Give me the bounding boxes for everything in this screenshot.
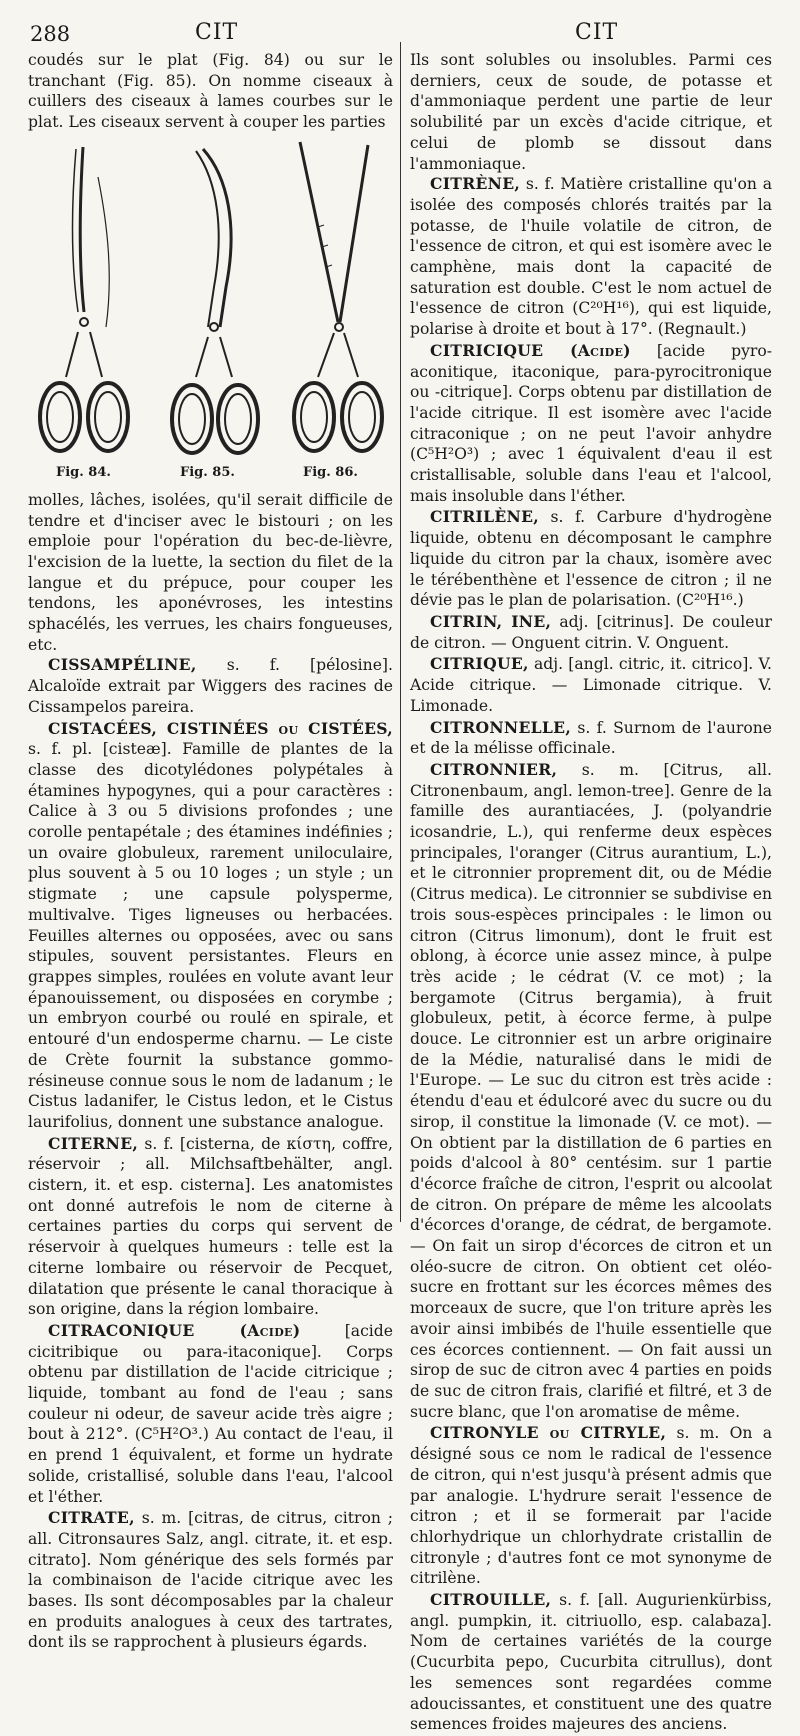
entry-citerne — [28, 1134, 393, 1320]
entry-text: s. f. [cisterna, de κίστη, coffre, réservoir ; all. Milchsaftbehälter, angl. cistern, it. et esp. cisterna]. Les anatomistes ont donné autrefois le nom de citerne à certaines parties du corps qui servent de réservoir à quelques humeurs : telle est la citerne lombaire ou réservoir de Pecquet, dilatation que présente le canal thoracique à son origine, dans la région lombaire. — [28, 1134, 393, 1319]
entry-text: s. f. pl. [cisteæ]. Famille de plantes de la classe des dicotylédones polypétales à étamines hypogynes, qui a pour caractères : Calice à 3 ou 5 divisions profondes ; une corolle pentapétale ; des étamines indéfinies ; un ovaire globuleux, rarement uniloculaire, plus souvent à 5 ou 10 loges ; un style ; un stigmate ; une capsule polysperme, multivalve. Tiges ligneuses ou herbacées. Feuilles alternes ou opposées, avec ou sans stipules, souvent persistantes. Fleurs en grappes simples, roulées en volute avant leur épanouissement, ou disposées en corymbe ; un embryon courbé ou roulé en spirale, et entouré d'un endosperme charnu. — Le ciste de Crète fournit la substance gommo-résineuse connue sous le nom de ladanum ; le Cistus ladanifer, le Cistus ledon, et le Cistus laurifolius, donnent une substance analogue. — [28, 740, 393, 1131]
entry-text: s. f. Matière cristalline qu'on a isolée des composés chlorés traités par la potasse, de l'huile volatile de citron, de l'essence de citron, et qui est isomère avec le camphène, mais dont la capacité de saturation est double. C'est le nom actuel de l'essence de citron (C²⁰H¹⁶), qui est liquide, polarise à droite et bout à 17°. (Regnault.) — [410, 175, 772, 339]
entry-citronyle — [410, 1423, 772, 1589]
entry-text: s. m. [citras, de citrus, citron ; all. Citronsaures Salz, angl. citrate, it. et esp. citrato]. Nom générique des sels formés par la combinaison de l'acide citrique avec les bases. Ils sont décomposables par la chaleur en produits analogues à ceux des tartrates, dont ils se rapprochent à plusieurs égards. — [28, 1509, 393, 1652]
entry-text: adj. [angl. citric, it. citrico]. V. Acide citrique. — Limonade citrique. V. Limonade. — [410, 655, 772, 715]
entry-headword: CISTACÉES, CISTINÉES ou CISTÉES, — [48, 718, 393, 738]
entry-headword: CITRONNIER, — [430, 759, 558, 779]
entry-citronnelle — [410, 718, 772, 759]
entry-headword: CITROUILLE, — [430, 1590, 552, 1610]
left-column — [28, 50, 393, 1654]
entry-headword: CITRIN, INE, — [430, 611, 552, 631]
entry-citrin — [410, 612, 772, 653]
entry-headword: CITRÈNE, — [430, 174, 521, 194]
entry-headword: CITRONYLE ou CITRYLE, — [430, 1423, 667, 1443]
entry-cissampeline — [28, 655, 393, 717]
entry-citrilene — [410, 507, 772, 611]
entry-headword: CITRONNELLE, — [430, 717, 572, 737]
entry-cistacees — [28, 719, 393, 1133]
entry-headword: CITRACONIQUE (Acide) — [48, 1320, 301, 1340]
scissors-illustration — [28, 137, 393, 462]
scissors-figures — [28, 137, 393, 482]
page-header — [30, 18, 772, 48]
entry-headword: CITERNE, — [48, 1133, 139, 1153]
running-headword-left: CIT — [195, 20, 239, 45]
running-headword-right: CIT — [575, 20, 619, 45]
entry-headword: CISSAMPÉLINE, — [48, 655, 197, 675]
entry-citraconique — [28, 1321, 393, 1507]
entry-headword: CITRIQUE, — [430, 654, 529, 674]
right-column — [410, 50, 772, 1736]
continuation-paragraph: molles, lâches, isolées, qu'il serait difficile de tendre et d'inciser avec le bistouri ; on les emploie pour l'opération du bec-de-lièvre, l'excision de la luette, la section du filet de la langue et du prépuce, pour couper les tendons, les aponévroses, les intestins sphacélés, les verrues, les chairs fongueuses, etc. — [28, 490, 393, 654]
entry-text: s. f. [all. Augurienkürbiss, angl. pumpkin, it. citriuollo, esp. calabaza]. Nom de certaines variétés de la courge (Cucurbita pepo, Cucurbita citrullus), dont les semences sont regardées comme adoucissantes, et constituent une des quatre semences froides majeures des anciens. — [410, 1591, 772, 1734]
entry-text: s. f. Surnom de l'aurone et de la mélisse officinale. — [410, 718, 772, 758]
entry-text: s. m. On a désigné sous ce nom le radical de l'essence de citron, qui n'est jusqu'à présent admis que par analogie. L'hydrure serait l'essence de citron ; et il se formerait par l'acide chlorhydrique un chlorhydrate cristallin de citronyle ; d'autres font ce mot synonyme de citrilène. — [410, 1424, 772, 1588]
figure-caption-85: Fig. 85. — [180, 464, 235, 480]
entry-citrate — [28, 1508, 393, 1653]
figure-caption-86: Fig. 86. — [303, 464, 358, 480]
entry-text: s. f. [pélosine]. Alcaloïde extrait par Wiggers des racines de Cissampelos pareira. — [28, 656, 393, 716]
entry-headword: CITRICIQUE (Acide) — [430, 340, 631, 360]
entry-citronnier — [410, 760, 772, 1423]
intro-paragraph: coudés sur le plat (Fig. 84) ou sur le tranchant (Fig. 85). On nomme ciseaux à cuillers des ciseaux à lames courbes sur le plat. Les ciseaux servent à couper les parties — [28, 51, 393, 132]
entry-citricique — [410, 341, 772, 507]
entry-headword: CITRILÈNE, — [430, 507, 539, 527]
entry-text: adj. [citrinus]. De couleur de citron. — Onguent citrin. V. Onguent. — [410, 612, 772, 652]
column-divider — [400, 42, 401, 1222]
scissors-fig84 — [40, 147, 128, 451]
entry-headword: CITRATE, — [48, 1508, 135, 1528]
entry-citrouille — [410, 1590, 772, 1735]
figure-caption-84: Fig. 84. — [56, 464, 111, 480]
entry-citrene — [410, 174, 772, 340]
entry-text: [acide cicitribique ou para-itaconique]. Corps obtenu par distillation de l'acide citricique ; liquide, tombant au fond de l'eau ; sans couleur ni odeur, de saveur acide très aigre ; bout à 212°. (C⁵H²O³.) Au contact de l'eau, il en prend 1 équivalent, et forme un hydrate solide, cristallisé, soluble dans l'eau, l'alcool et l'éther. — [28, 1321, 393, 1506]
entry-citrique — [410, 654, 772, 716]
entry-text: s. m. [Citrus, all. Citronenbaum, angl. lemon-tree]. Genre de la famille des aurantiacées, J. (polyandrie icosandrie, L.), qui renferme deux espèces principales, l'oranger (Citrus aurantium, L.), et le citronnier proprement dit, ou de Médie (Citrus medica). Le citronnier se subdivise en trois sous-espèces principales : le limon ou citron (Citrus limonum), dont le fruit est oblong, à écorce unie assez mince, à pulpe très acide ; le cédrat (V. ce mot) ; la bergamote (Citrus bergamia), à fruit globuleux, petit, à écorce ferme, à pulpe douce. Le citronnier est un arbre originaire de la Médie, naturalisé dans le midi de l'Europe. — Le suc du citron est très acide : étendu d'eau et édulcoré avec du sucre ou du sirop, il constitue la limonade (V. ce mot). — On obtient par la distillation de 6 parties en poids d'alcool à 80° centésim. sur 1 partie d'écorce fraîche de citron, l'esprit ou alcoolat de citron. On prépare de même les alcoolats d'écorces d'orange, de cédrat, de bergamote. — On fait un sirop d'écorces de citron et un oléo-sucre de citron. On obtient cet oléo-sucre en frottant sur les écorces mêmes des morceaux de sucre, que l'on triture après les avoir ainsi imbibés de l'huile essentielle que ces écorces contiennent. — On fait aussi un sirop de suc de citron avec 4 parties en poids de suc de citron frais, clarifié et filtré, et 3 de sucre blanc, que l'on aromatise de même. — [410, 760, 772, 1421]
page-number: 288 — [30, 22, 71, 46]
entry-text: [acide pyro-aconitique, itaconique, para-pyrocitronique ou -citrique]. Corps obtenu par distillation de l'acide citrique. Il est isomère avec l'acide citraconique ; on ne peut l'avoir anhydre (C⁵H²O³) ; avec 1 équivalent d'eau il est cristallisable, soluble dans l'eau et l'alcool, mais insoluble dans l'éther. — [410, 341, 772, 505]
entry-text: s. f. Carbure d'hydrogène liquide, obtenu en décomposant le camphre liquide du citron par la chaux, isomère avec le térébenthène et l'essence de citron ; il ne dévie pas le plan de polarisation. (C²⁰H¹⁶.) — [410, 508, 772, 610]
scissors-fig85 — [172, 149, 258, 453]
scissors-fig86 — [294, 142, 382, 451]
continuation-paragraph: Ils sont solubles ou insolubles. Parmi ces derniers, ceux de soude, de potasse et d'ammoniaque perdent une partie de leur solubilité par un excès d'acide citrique, et celui de plomb se dissout dans l'ammoniaque. — [410, 51, 772, 173]
